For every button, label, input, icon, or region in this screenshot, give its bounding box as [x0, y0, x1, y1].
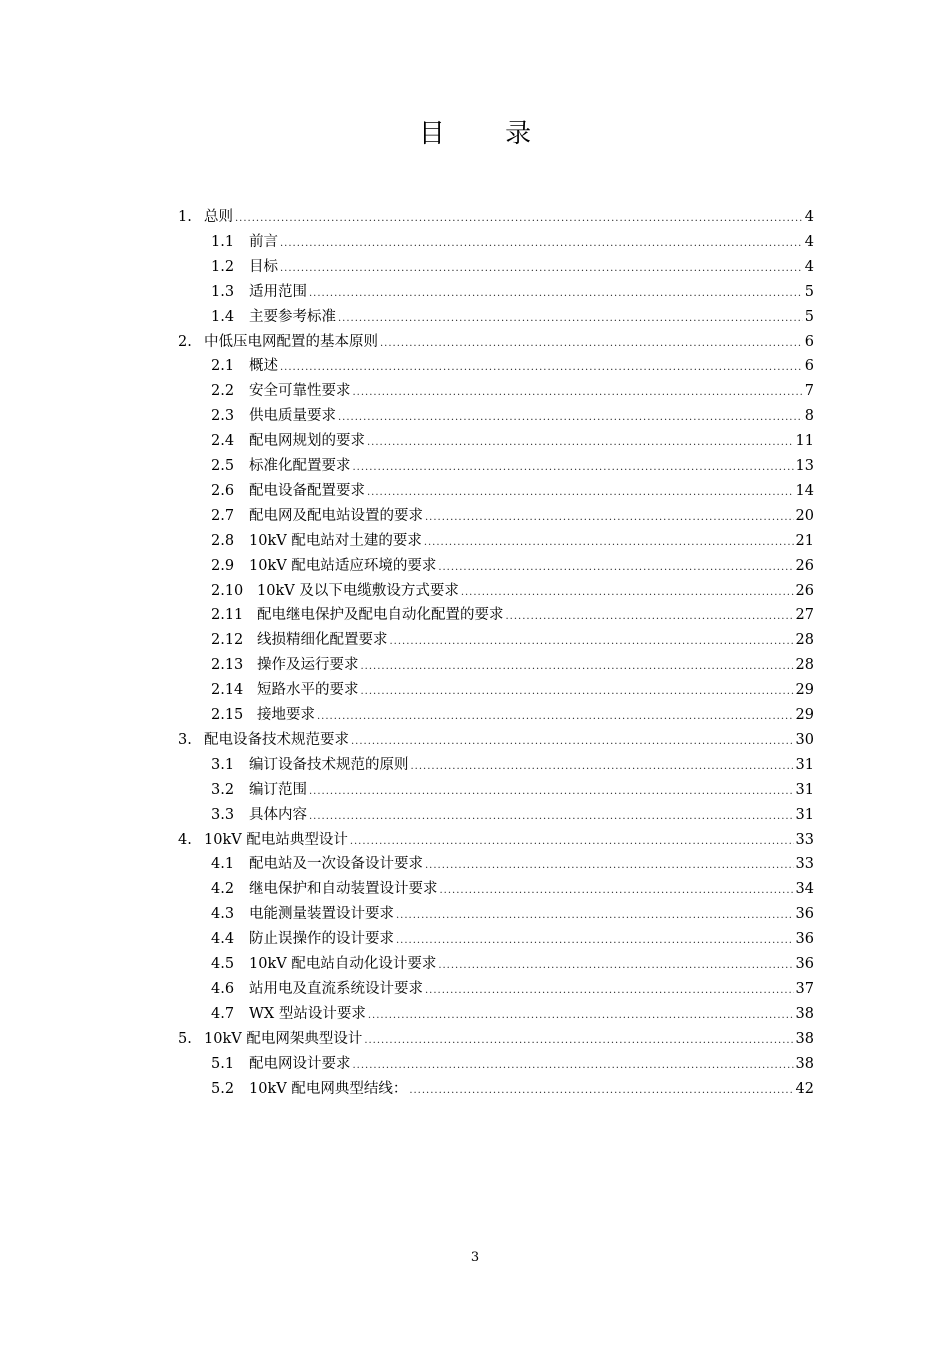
toc-number: 2.8: [211, 532, 235, 549]
toc-row[interactable]: [0, 354, 950, 379]
toc-entry: [249, 280, 814, 306]
toc-entry: [249, 255, 814, 281]
toc-entry: [249, 454, 814, 480]
toc-page: 38: [795, 1030, 814, 1047]
toc-entry: [249, 305, 814, 331]
toc-entry: [249, 778, 814, 804]
toc-page: 4: [804, 209, 814, 225]
toc-entry: [204, 205, 814, 231]
toc-page: 38: [795, 1055, 814, 1072]
toc-page: 34: [795, 881, 814, 898]
toc-leader-dots: [409, 1078, 793, 1103]
toc-row[interactable]: [0, 852, 950, 877]
toc-row[interactable]: [0, 603, 950, 628]
toc-title: 目标: [249, 258, 278, 275]
toc-title: 10kV 及以下电缆敷设方式要求: [257, 582, 459, 599]
toc-number: 2.2: [211, 383, 235, 400]
toc-number: 5.: [178, 1030, 192, 1047]
toc-number: 4.7: [211, 1005, 235, 1022]
toc-leader-dots: [361, 679, 794, 704]
toc-row[interactable]: [0, 1052, 950, 1077]
toc-leader-dots: [425, 853, 794, 878]
toc-leader-dots: [390, 629, 794, 654]
toc-page: 36: [795, 906, 814, 923]
toc-page: 31: [795, 781, 814, 798]
toc-leader-dots: [380, 331, 803, 356]
toc-entry: [249, 977, 814, 1003]
toc-page: 5: [804, 308, 814, 325]
toc-row[interactable]: [0, 952, 950, 977]
toc-page: 8: [804, 408, 814, 425]
toc-row[interactable]: [0, 305, 950, 330]
toc-number: 2.1: [211, 358, 235, 375]
toc-row[interactable]: [0, 977, 950, 1002]
toc-page: 20: [795, 507, 814, 524]
toc-number: 5.1: [211, 1055, 235, 1072]
toc-entry: [257, 678, 814, 704]
toc-entry: [249, 504, 814, 530]
toc-leader-dots: [353, 455, 794, 480]
toc-leader-dots: [396, 928, 794, 953]
toc-entry: [249, 554, 814, 580]
toc-leader-dots: [396, 903, 794, 928]
toc-page: 27: [795, 607, 814, 624]
toc-leader-dots: [438, 555, 793, 580]
toc-row[interactable]: [0, 330, 950, 355]
toc-row[interactable]: [0, 454, 950, 479]
toc-number: 2.3: [211, 408, 235, 425]
toc-leader-dots: [280, 231, 803, 256]
toc-number: 1.1: [211, 233, 235, 250]
toc-row[interactable]: [0, 429, 950, 454]
toc-row[interactable]: [0, 628, 950, 653]
toc-row[interactable]: [0, 803, 950, 828]
toc-leader-dots: [351, 729, 794, 754]
toc-row[interactable]: [0, 678, 950, 703]
toc-title: 总则: [204, 209, 233, 225]
toc-page: 5: [804, 283, 814, 300]
toc-title: 接地要求: [257, 707, 315, 723]
toc-row[interactable]: [0, 927, 950, 952]
toc-page: 11: [795, 433, 814, 450]
toc-title: 10kV 配电站对土建的要求: [249, 532, 422, 549]
toc-leader-dots: [361, 654, 794, 679]
toc-title: 标准化配置要求: [249, 458, 351, 474]
toc-number: 4.5: [211, 956, 235, 972]
toc-number: 3.2: [211, 781, 235, 798]
toc-row[interactable]: [0, 205, 950, 230]
toc-title: 线损精细化配置要求: [257, 632, 388, 649]
toc-leader-dots: [280, 256, 803, 281]
toc-entry: [249, 803, 814, 829]
toc-entry: [249, 379, 814, 405]
toc-leader-dots: [425, 505, 794, 530]
page-title: 目 录: [418, 119, 558, 149]
toc-page: 14: [795, 482, 814, 499]
toc-number: 3.: [178, 731, 192, 748]
toc-row[interactable]: [0, 653, 950, 678]
toc-number: 3.3: [211, 806, 235, 823]
toc-page: 38: [795, 1005, 814, 1022]
toc-row[interactable]: [0, 579, 950, 604]
toc-title: 继电保护和自动装置设计要求: [249, 881, 438, 898]
toc-entry: [249, 429, 814, 455]
toc-leader-dots: [235, 206, 803, 231]
toc-number: 4.3: [211, 906, 235, 923]
toc-number: 5.2: [211, 1080, 235, 1097]
toc-entry: [257, 603, 814, 629]
toc-row[interactable]: [0, 902, 950, 927]
toc-title: 适用范围: [249, 283, 307, 300]
toc-row[interactable]: [0, 554, 950, 579]
toc-title: 配电网设计要求: [249, 1055, 351, 1072]
toc-title: 安全可靠性要求: [249, 383, 351, 400]
toc-page: 30: [795, 731, 814, 748]
toc-row[interactable]: [0, 778, 950, 803]
toc-entry: [249, 1052, 814, 1078]
toc-title: 配电网及配电站设置的要求: [249, 507, 423, 524]
toc-title: 编订设备技术规范的原则: [249, 756, 409, 773]
toc-title: 10kV 配电站适应环境的要求: [249, 557, 437, 574]
toc-entry: [249, 927, 814, 953]
toc-title: 配电设备技术规范要求: [204, 731, 349, 748]
toc-title: 配电继电保护及配电自动化配置的要求: [257, 607, 504, 624]
toc-page: 33: [795, 856, 814, 873]
toc-page: 4: [804, 258, 814, 275]
toc-row[interactable]: [0, 1077, 950, 1102]
toc-title: 10kV 配电网架典型设计: [204, 1030, 363, 1047]
toc-leader-dots: [353, 380, 803, 405]
toc-leader-dots: [438, 953, 793, 978]
toc-number: 2.5: [211, 458, 235, 474]
toc-number: 1.3: [211, 283, 235, 300]
toc-entry: [249, 952, 814, 978]
toc-row[interactable]: [0, 728, 950, 753]
toc-row[interactable]: [0, 828, 950, 853]
toc-number: 2.9: [211, 557, 235, 574]
toc-title: 供电质量要求: [249, 408, 336, 425]
toc-title: 配电设备配置要求: [249, 482, 365, 499]
toc-leader-dots: [353, 1053, 794, 1078]
toc-number: 4.: [178, 831, 192, 848]
toc-row[interactable]: [0, 255, 950, 280]
toc-page: 33: [795, 831, 814, 848]
toc-leader-dots: [506, 604, 794, 629]
toc-leader-dots: [368, 1003, 794, 1028]
toc-number: 4.6: [211, 980, 235, 997]
toc-entry: [249, 1002, 814, 1028]
toc-title: 操作及运行要求: [257, 657, 359, 674]
toc-title: 编订范围: [249, 781, 307, 798]
toc-leader-dots: [317, 704, 794, 729]
toc-title: 站用电及直流系统设计要求: [249, 980, 423, 997]
toc-row[interactable]: [0, 1002, 950, 1027]
toc-title: 电能测量装置设计要求: [249, 906, 394, 923]
toc-entry: [257, 653, 814, 679]
toc-title: 主要参考标准: [249, 308, 336, 325]
toc-number: 1.: [178, 209, 192, 225]
toc-leader-dots: [280, 355, 803, 380]
toc-number: 2.11: [211, 607, 244, 624]
toc-leader-dots: [461, 580, 794, 605]
toc-row[interactable]: [0, 1027, 950, 1052]
toc-entry: [249, 753, 814, 779]
toc-row[interactable]: [0, 753, 950, 778]
toc-page: 31: [795, 806, 814, 823]
toc-leader-dots: [364, 1028, 793, 1053]
toc-row[interactable]: [0, 529, 950, 554]
toc-title: 配电网规划的要求: [249, 433, 365, 450]
toc-number: 2.6: [211, 482, 235, 499]
toc-page: 31: [795, 756, 814, 773]
toc-page: 36: [795, 956, 814, 972]
toc-title: WX 型站设计要求: [249, 1005, 366, 1022]
toc-title: 防止误操作的设计要求: [249, 931, 394, 948]
toc-title: 前言: [249, 233, 278, 250]
toc-page: 4: [804, 233, 814, 250]
toc-number: 4.2: [211, 881, 235, 898]
page-number: 3: [470, 1250, 480, 1265]
toc-row[interactable]: [0, 280, 950, 305]
toc-page: 28: [795, 632, 814, 649]
toc-leader-dots: [367, 430, 794, 455]
toc-number: 1.4: [211, 308, 235, 325]
toc-row[interactable]: [0, 404, 950, 429]
toc-title: 短路水平的要求: [257, 682, 359, 699]
toc-page: 6: [804, 333, 814, 350]
toc-page: 29: [795, 682, 814, 699]
toc-page: 7: [804, 383, 814, 400]
toc-entry: [204, 330, 814, 356]
toc-entry: [249, 877, 814, 903]
toc-entry: [249, 529, 814, 555]
toc-entry: [204, 728, 814, 754]
toc-title: 概述: [249, 358, 278, 375]
toc-entry: [204, 828, 814, 854]
toc-title: 具体内容: [249, 806, 307, 823]
toc-page: 13: [795, 458, 814, 474]
toc-number: 2.4: [211, 433, 235, 450]
toc-row[interactable]: [0, 379, 950, 404]
toc-page: 29: [795, 707, 814, 723]
toc-row[interactable]: [0, 877, 950, 902]
toc-number: 2.13: [211, 657, 244, 674]
toc-page: 28: [795, 657, 814, 674]
toc-page: 26: [795, 557, 814, 574]
toc-leader-dots: [411, 754, 794, 779]
toc-entry: [204, 1027, 814, 1053]
toc-number: 4.1: [211, 856, 235, 873]
toc-leader-dots: [338, 405, 803, 430]
toc-page: 26: [795, 582, 814, 599]
toc-number: 1.2: [211, 258, 235, 275]
toc-leader-dots: [425, 978, 794, 1003]
toc-entry: [249, 1077, 814, 1103]
toc-number: 2.15: [211, 707, 244, 723]
toc-leader-dots: [309, 804, 794, 829]
toc-row[interactable]: [0, 230, 950, 255]
toc-leader-dots: [338, 306, 803, 331]
toc-entry: [257, 703, 814, 729]
toc-entry: [249, 230, 814, 256]
toc-title: 10kV 配电站典型设计: [204, 831, 348, 848]
toc-number: 2.7: [211, 507, 235, 524]
toc-page: 42: [795, 1080, 814, 1097]
toc-entry: [249, 479, 814, 505]
toc-leader-dots: [309, 779, 794, 804]
toc-leader-dots: [367, 480, 794, 505]
toc-leader-dots: [350, 829, 794, 854]
toc-row[interactable]: [0, 479, 950, 504]
toc-leader-dots: [309, 281, 803, 306]
toc-page: 6: [804, 358, 814, 375]
toc-entry: [249, 404, 814, 430]
toc-number: 2.10: [211, 582, 244, 599]
toc-page: 21: [795, 532, 814, 549]
toc-page: 37: [795, 980, 814, 997]
toc-page: 36: [795, 931, 814, 948]
toc-row[interactable]: [0, 504, 950, 529]
toc-title: 10kV 配电网典型结线：: [249, 1080, 408, 1097]
toc-number: 4.4: [211, 931, 235, 948]
toc-leader-dots: [440, 878, 794, 903]
toc-leader-dots: [424, 530, 794, 555]
toc-number: 2.: [178, 333, 192, 350]
toc-entry: [257, 628, 814, 654]
toc-entry: [249, 354, 814, 380]
toc-row[interactable]: [0, 703, 950, 728]
toc-entry: [249, 852, 814, 878]
toc-number: 3.1: [211, 756, 235, 773]
toc-number: 2.12: [211, 632, 244, 649]
toc-title: 10kV 配电站自动化设计要求: [249, 956, 437, 972]
toc-number: 2.14: [211, 682, 244, 699]
toc-entry: [249, 902, 814, 928]
toc-title: 中低压电网配置的基本原则: [204, 333, 378, 350]
toc-title: 配电站及一次设备设计要求: [249, 856, 423, 873]
toc-entry: [257, 579, 814, 605]
